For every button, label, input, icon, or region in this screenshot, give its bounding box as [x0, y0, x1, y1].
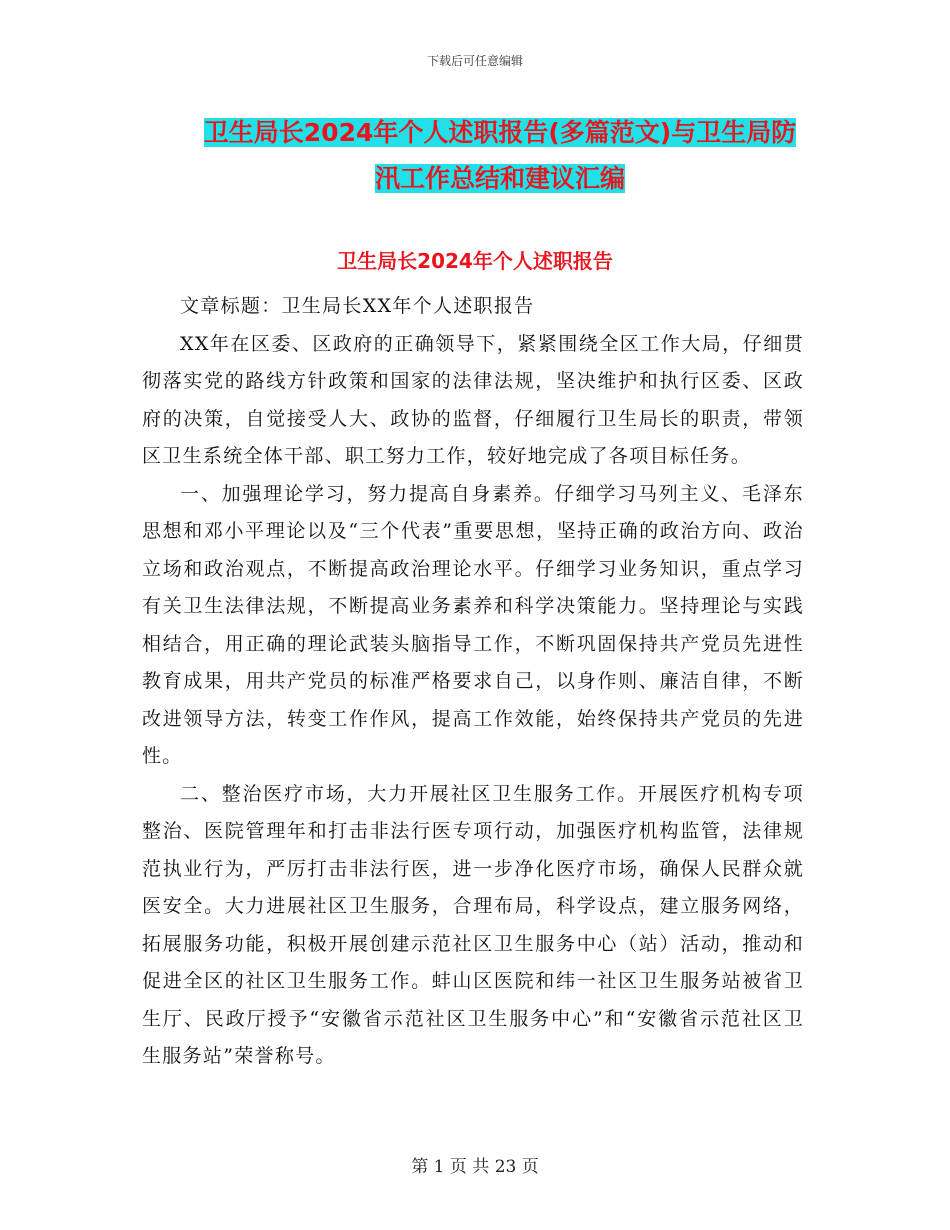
document-title-line-2: 汛工作总结和建议汇编 [374, 164, 625, 193]
section-title: 卫生局长2024年个人述职报告 [337, 249, 613, 273]
header-note: 下载后可任意编辑 [426, 54, 523, 68]
paragraph-theory-study: 一、加强理论学习，努力提高自身素养。仔细学习马列主义、毛泽东思想和邓小平理论以及“三个代表”重要思想，坚持正确的政治方向、政治立场和政治观点，不断提高政治理论水平。仔细学习业务知识，重点学习有关卫生法律法规，不断提高业务素养和科学决策能力。坚持理论与实践相结合，用正确的理论武装头脑指导工作，不断巩固保持共产党员先进性教育成果，用共产党员的标准严格要求自己，以身作则、廉洁自律，不断改进领导方法，转变工作作风，提高工作效能，始终保持共产党员的先进性。 [142, 482, 804, 767]
document-title [150, 110, 850, 202]
document-body [142, 288, 804, 1076]
paragraph-intro: XX年在区委、区政府的正确领导下，紧紧围绕全区工作大局，仔细贯彻落实党的路线方针政策和国家的法律法规，坚决维护和执行区委、区政府的决策，自觉接受人大、政协的监督，仔细履行卫生局长的职责，带领区卫生系统全体干部、职工努力工作，较好地完成了各项目标任务。 [142, 332, 804, 467]
paragraph-medical-market: 二、整治医疗市场，大力开展社区卫生服务工作。开展医疗机构专项整治、医院管理年和打击非法行医专项行动，加强医疗机构监管，法律规范执业行为，严厉打击非法行医，进一步净化医疗市场，确保人民群众就医安全。大力进展社区卫生服务，合理布局，科学设点，建立服务网络，拓展服务功能，积极开展创建示范社区卫生服务中心（站）活动，推动和促进全区的社区卫生服务工作。蚌山区医院和纬一社区卫生服务站被省卫生厅、民政厅授予“安徽省示范社区卫生服务中心”和“安徽省示范社区卫生服务站”荣誉称号。 [142, 782, 804, 1067]
page-number: 第 1 页 共 23 页 [411, 1157, 539, 1177]
document-title-line-1: 卫生局长2024年个人述职报告(多篇范文)与卫生局防 [203, 118, 797, 147]
paragraph-article-title: 文章标题：卫生局长XX年个人述职报告 [180, 295, 535, 317]
